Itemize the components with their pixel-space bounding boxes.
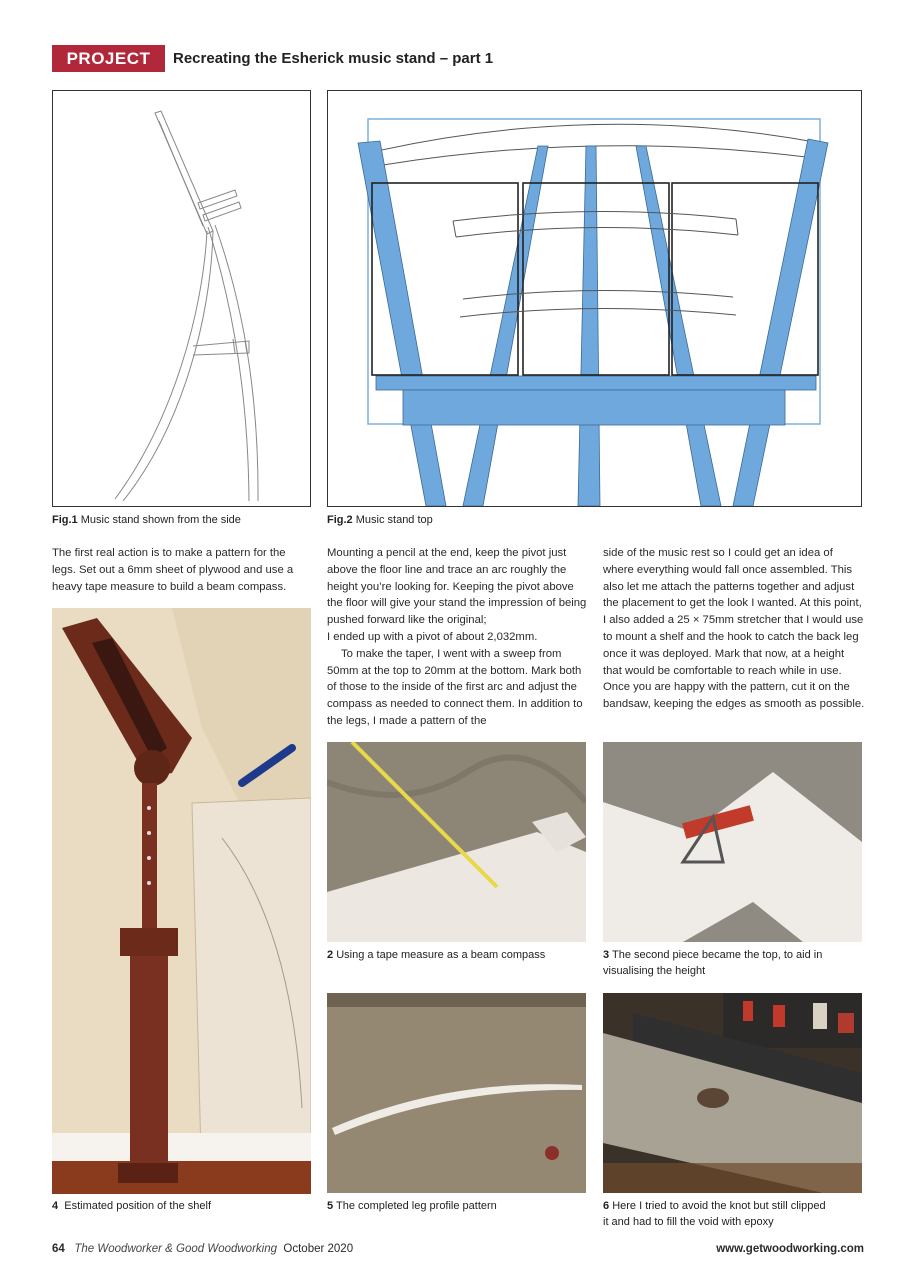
- fig2-number: Fig.2: [327, 514, 353, 526]
- photo-5-caption-text: The completed leg profile pattern: [335, 1200, 497, 1212]
- fig1-caption: [52, 512, 241, 528]
- article-title: Recreating the Esherick music stand – part 1: [173, 50, 494, 67]
- fig1-caption-text: Music stand shown from the side: [80, 514, 241, 526]
- photo-4-caption-text: Estimated position of the shelf: [64, 1200, 211, 1212]
- photo-4-number: 4: [52, 1200, 59, 1212]
- photo-2-tape-measure: [327, 742, 586, 942]
- photo-5-image: [327, 993, 586, 1193]
- photo-2-image: [327, 742, 586, 942]
- photo-3-image: [603, 742, 862, 942]
- fig2-caption-text: Music stand top: [355, 514, 433, 526]
- page-number: 64: [52, 1243, 65, 1255]
- column-3-text: side of the music rest so I could get an idea of where everything would fall once assembled. This also let me attach the patterns together and adjust the placement to get the look I wanted. At this point, I also added a 25 × 75mm stretcher that I would use to mount a shelf and the hook to catch the back leg once it was deployed. Mark that now, at a height that would be comfortable to reach while in use. Once you are happy with the pattern, cut it on the bandsaw, keeping the edges as smooth as possible.: [603, 547, 865, 711]
- photo-5-caption: [327, 1198, 586, 1214]
- photo-4-caption: [52, 1198, 311, 1214]
- photo-4-image: [52, 608, 311, 1194]
- photo-3-top-piece: [603, 742, 862, 942]
- fig1-number: Fig.1: [52, 514, 78, 526]
- photo-3-caption-text: The second piece became the top, to aid in visualising the height: [603, 949, 823, 977]
- photo-3-caption: [603, 947, 862, 979]
- photo-2-caption: [327, 947, 586, 963]
- col2-paragraph-2: I ended up with a pivot of about 2,032mm.: [327, 630, 538, 643]
- fig1-side-diagram: [52, 90, 311, 507]
- page-footer: [52, 1243, 353, 1255]
- photo-2-number: 2: [327, 949, 334, 961]
- stand-top-drawing: [328, 91, 861, 506]
- stand-side-drawing: [53, 91, 310, 506]
- photo-6-caption: [603, 1198, 833, 1230]
- photo-6-caption-text: Here I tried to avoid the knot but still clipped it and had to fill the void with epoxy: [603, 1200, 826, 1228]
- photo-5-number: 5: [327, 1200, 334, 1212]
- col2-paragraph-1: Mounting a pencil at the end, keep the pivot just above the floor line and trace an arc roughly the height you’re looking for. Keeping the pivot above the floor will give your stand the impression of being pushed forward like the original;: [327, 547, 587, 627]
- photo-3-number: 3: [603, 949, 610, 961]
- website-link[interactable]: www.getwoodworking.com: [716, 1243, 864, 1255]
- photo-4-music-stand: [52, 608, 311, 1194]
- issue-date: October 2020: [283, 1243, 354, 1255]
- photo-6-image: [603, 993, 862, 1193]
- column-2-text: [327, 545, 589, 730]
- intro-paragraph: The first real action is to make a pattern for the legs. Set out a 6mm sheet of plywood and use a heavy tape measure to build a beam compass.: [52, 547, 294, 593]
- col2-paragraph-3: To make the taper, I went with a sweep from 50mm at the top to 20mm at the bottom. Mark both of those to the inside of the first arc and adjust the compass as needed to connect them. In addition to the legs, I made a pattern of the: [327, 647, 583, 727]
- photo-2-caption-text: Using a tape measure as a beam compass: [336, 949, 546, 961]
- fig2-top-diagram: [327, 90, 862, 507]
- section-tag: PROJECT: [52, 45, 165, 72]
- fig2-caption: [327, 512, 433, 528]
- photo-6-epoxy-board: [603, 993, 862, 1193]
- magazine-name: The Woodworker & Good Woodworking: [74, 1243, 278, 1255]
- photo-5-leg-pattern: [327, 993, 586, 1193]
- photo-6-number: 6: [603, 1200, 610, 1212]
